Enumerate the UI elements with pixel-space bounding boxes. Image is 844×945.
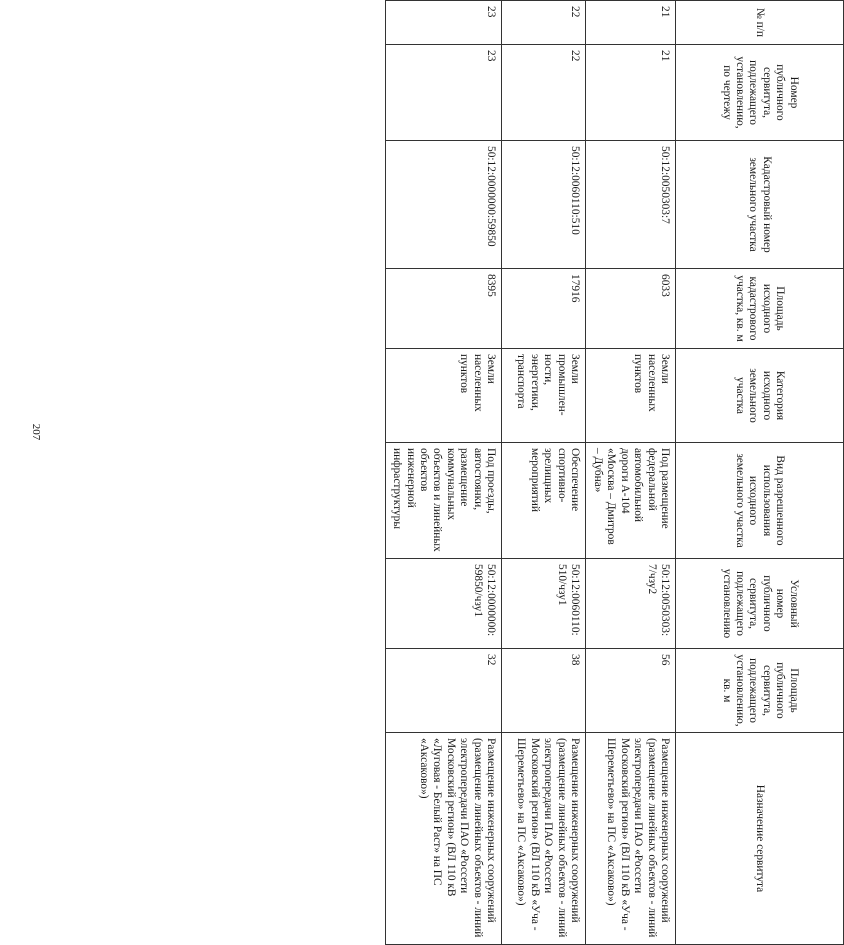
cell-cadastral-number: 50:12:0000000:59850 xyxy=(385,141,502,269)
page-number: 207 xyxy=(30,423,42,441)
table-row xyxy=(385,1,502,945)
cell-servitude-number: 22 xyxy=(502,45,586,141)
cell-row-number: 22 xyxy=(502,1,586,45)
header-row-number: № п/п xyxy=(676,1,844,45)
cell-plot-area: 6033 xyxy=(586,269,676,349)
cell-cadastral-number: 50:12:0060110:510 xyxy=(502,141,586,269)
header-servitude-area: Площадь публичного сервитута, подлежащего установлению, кв. м xyxy=(676,649,844,733)
table-header-row xyxy=(676,1,844,945)
cell-permitted-use: Под проезды, автостоянки, размещение коммунальных объектов и линейных объектов инженерной инфраструктуры xyxy=(385,443,502,559)
cell-plot-area: 8395 xyxy=(385,269,502,349)
header-servitude-purpose: Назначение сервитута xyxy=(676,733,844,945)
table-row xyxy=(586,1,676,945)
cell-servitude-area: 38 xyxy=(502,649,586,733)
header-land-category: Категория исходного земельного участка xyxy=(676,349,844,443)
rotated-page-content xyxy=(391,0,844,938)
cell-servitude-purpose: Размещение инженерных сооружений (размещение линейных объектов - линий электропередачи ПАО «Россети Московский регион» (ВЛ 110 кВ «Уча - Шереметьево» на ПС «Аксаково») xyxy=(502,733,586,945)
cell-servitude-area: 32 xyxy=(385,649,502,733)
cell-conditional-number: 50:12:0060110: 510/чзу1 xyxy=(502,559,586,649)
cell-servitude-area: 56 xyxy=(586,649,676,733)
header-permitted-use: Вид разрешенного использования исходного земельного участка xyxy=(676,443,844,559)
cell-row-number: 21 xyxy=(586,1,676,45)
cell-servitude-purpose: Размещение инженерных сооружений (размещение линейных объектов - линий электропередачи ПАО «Россети Московский регион» (ВЛ 110 кВ «Уча - Шереметьево» на ПС «Аксаково») xyxy=(586,733,676,945)
header-plot-area: Площадь исходного кадастрового участка, кв. м xyxy=(676,269,844,349)
cell-land-category: Земли промышлен- ности, энергетики, транспорта xyxy=(502,349,586,443)
cell-conditional-number: 50:12:0050303: 7/чзу2 xyxy=(586,559,676,649)
header-cadastral-number: Кадастровый номер земельного участка xyxy=(676,141,844,269)
cell-row-number: 23 xyxy=(385,1,502,45)
header-servitude-number: Номер публичного сервитута, подлежащего установлению, по чертежу xyxy=(676,45,844,141)
cell-conditional-number: 50:12:0000000: 59850/чзу1 xyxy=(385,559,502,649)
cell-land-category: Земли населенных пунктов xyxy=(586,349,676,443)
cell-servitude-number: 21 xyxy=(586,45,676,141)
servitude-table xyxy=(385,0,844,945)
cell-permitted-use: Под размещение федеральной автомобильной дороги А-104 «Москва – Дмитров – Дубна» xyxy=(586,443,676,559)
cell-land-category: Земли населенных пунктов xyxy=(385,349,502,443)
cell-servitude-number: 23 xyxy=(385,45,502,141)
cell-servitude-purpose: Размещение инженерных сооружений (размещение линейных объектов - линий электропередачи ПАО «Россети Московский регион» (ВЛ 110 кВ «Луговая - Белый Раст» на ПС «Аксаково») xyxy=(385,733,502,945)
header-conditional-number: Условный номер публичного сервитута, подлежащего установлению xyxy=(676,559,844,649)
cell-permitted-use: Обеспечение спортивно- зрелищных мероприятий xyxy=(502,443,586,559)
cell-plot-area: 17916 xyxy=(502,269,586,349)
cell-cadastral-number: 50:12:0050303:7 xyxy=(586,141,676,269)
table-row xyxy=(502,1,586,945)
